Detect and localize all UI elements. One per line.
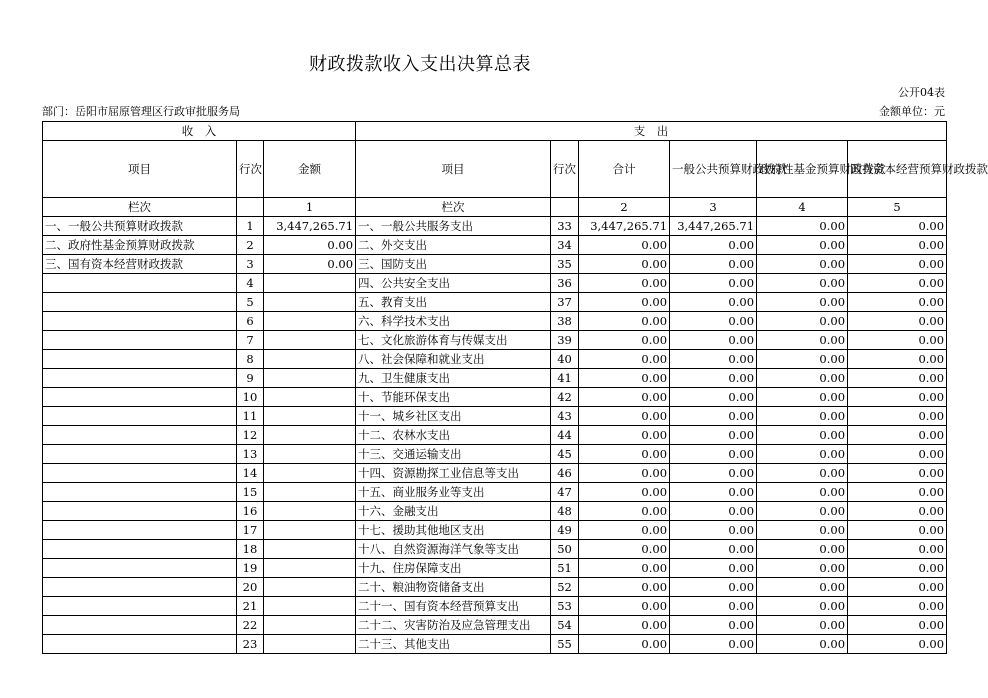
total-cell: 0.00 [579, 483, 670, 502]
table-row [43, 597, 947, 616]
expense-rowno-cell: 40 [551, 350, 579, 369]
gov-fund-cell: 0.00 [757, 445, 848, 464]
income-rowno-cell: 3 [237, 255, 264, 274]
expense-item-cell: 六、科学技术支出 [356, 312, 551, 331]
income-amount-cell [264, 521, 356, 540]
state-capital-cell: 0.00 [848, 293, 947, 312]
general-budget-cell: 0.00 [670, 350, 757, 369]
income-rowno-cell: 13 [237, 445, 264, 464]
gov-fund-cell: 0.00 [757, 502, 848, 521]
total-cell: 0.00 [579, 540, 670, 559]
table-row [43, 426, 947, 445]
table-row [43, 502, 947, 521]
general-budget-cell: 0.00 [670, 464, 757, 483]
table-row [43, 331, 947, 350]
col-num-4: 4 [757, 198, 848, 217]
table-row [43, 540, 947, 559]
total-cell: 0.00 [579, 350, 670, 369]
general-budget-cell: 0.00 [670, 502, 757, 521]
column-number-row [43, 198, 947, 217]
col-num-blank [237, 198, 264, 217]
income-item-cell [43, 293, 237, 312]
col-num-3: 3 [670, 198, 757, 217]
income-amount-cell [264, 331, 356, 350]
income-item-cell [43, 502, 237, 521]
income-amount-cell [264, 312, 356, 331]
expense-rowno-cell: 36 [551, 274, 579, 293]
table-row [43, 521, 947, 540]
expense-rowno-cell: 33 [551, 217, 579, 236]
gov-fund-cell: 0.00 [757, 578, 848, 597]
income-amount-cell [264, 388, 356, 407]
income-rowno-cell: 2 [237, 236, 264, 255]
gov-fund-cell: 0.00 [757, 293, 848, 312]
gov-fund-header: 政府性基金预算财政拨款 [757, 141, 848, 198]
table-row [43, 578, 947, 597]
expense-rowno-cell: 48 [551, 502, 579, 521]
table-row [43, 464, 947, 483]
general-budget-cell: 0.00 [670, 255, 757, 274]
income-rowno-cell: 5 [237, 293, 264, 312]
total-cell: 0.00 [579, 388, 670, 407]
summary-table [42, 121, 988, 654]
income-item-cell: 三、国有资本经营财政拨款 [43, 255, 237, 274]
expense-item-cell: 三、国防支出 [356, 255, 551, 274]
column-header-row [43, 141, 947, 198]
state-capital-cell: 0.00 [848, 369, 947, 388]
expense-item-cell: 十三、交通运输支出 [356, 445, 551, 464]
expense-rowno-cell: 35 [551, 255, 579, 274]
general-budget-cell: 0.00 [670, 369, 757, 388]
income-rowno-cell: 17 [237, 521, 264, 540]
income-item-cell [43, 597, 237, 616]
gov-fund-cell: 0.00 [757, 464, 848, 483]
income-amount-cell [264, 616, 356, 635]
gov-fund-cell: 0.00 [757, 369, 848, 388]
state-capital-cell: 0.00 [848, 559, 947, 578]
income-item-header: 项目 [43, 141, 237, 198]
gov-fund-cell: 0.00 [757, 540, 848, 559]
income-item-cell [43, 559, 237, 578]
income-amount-cell [264, 407, 356, 426]
expense-rowno-cell: 50 [551, 540, 579, 559]
income-rowno-cell: 1 [237, 217, 264, 236]
income-amount-header: 金额 [264, 141, 356, 198]
general-budget-cell: 0.00 [670, 483, 757, 502]
income-rowno-cell: 14 [237, 464, 264, 483]
income-rowno-cell: 10 [237, 388, 264, 407]
total-cell: 0.00 [579, 293, 670, 312]
expense-item-cell: 十七、援助其他地区支出 [356, 521, 551, 540]
income-item-cell [43, 369, 237, 388]
gov-fund-cell: 0.00 [757, 217, 848, 236]
state-capital-cell: 0.00 [848, 350, 947, 369]
expense-item-cell: 十九、住房保障支出 [356, 559, 551, 578]
state-capital-cell: 0.00 [848, 483, 947, 502]
income-rowno-cell: 23 [237, 635, 264, 654]
gov-fund-cell: 0.00 [757, 350, 848, 369]
state-capital-cell: 0.00 [848, 236, 947, 255]
gov-fund-cell: 0.00 [757, 236, 848, 255]
gov-fund-cell: 0.00 [757, 559, 848, 578]
expense-item-cell: 五、教育支出 [356, 293, 551, 312]
income-rowno-cell: 19 [237, 559, 264, 578]
income-rowno-cell: 8 [237, 350, 264, 369]
expense-rowno-cell: 55 [551, 635, 579, 654]
general-budget-cell: 0.00 [670, 521, 757, 540]
income-amount-cell [264, 597, 356, 616]
gov-fund-cell: 0.00 [757, 388, 848, 407]
table-row [43, 388, 947, 407]
total-cell: 0.00 [579, 369, 670, 388]
table-row [43, 236, 947, 255]
expense-item-cell: 十八、自然资源海洋气象等支出 [356, 540, 551, 559]
general-budget-cell: 3,447,265.71 [670, 217, 757, 236]
state-capital-header: 国有资本经营预算财政拨款 [848, 141, 947, 198]
total-cell: 0.00 [579, 236, 670, 255]
state-capital-cell: 0.00 [848, 540, 947, 559]
expense-rowno-cell: 54 [551, 616, 579, 635]
income-item-cell: 一、一般公共预算财政拨款 [43, 217, 237, 236]
income-item-cell [43, 312, 237, 331]
income-rowno-cell: 21 [237, 597, 264, 616]
expense-rowno-cell: 46 [551, 464, 579, 483]
income-amount-cell [264, 426, 356, 445]
gov-fund-cell: 0.00 [757, 274, 848, 293]
total-cell: 0.00 [579, 445, 670, 464]
expense-rowno-cell: 47 [551, 483, 579, 502]
form-number: 公开04表 [898, 86, 945, 99]
col-num-blank [551, 198, 579, 217]
table-row [43, 255, 947, 274]
col-num-5: 5 [848, 198, 947, 217]
expense-rowno-cell: 39 [551, 331, 579, 350]
income-rowno-cell: 6 [237, 312, 264, 331]
income-amount-cell [264, 445, 356, 464]
state-capital-cell: 0.00 [848, 217, 947, 236]
state-capital-cell: 0.00 [848, 274, 947, 293]
table-row [43, 293, 947, 312]
income-item-cell [43, 388, 237, 407]
total-cell: 0.00 [579, 616, 670, 635]
state-capital-cell: 0.00 [848, 331, 947, 350]
page-title: 财政拨款收入支出决算总表 [309, 54, 531, 75]
expense-rowno-cell: 38 [551, 312, 579, 331]
general-budget-cell: 0.00 [670, 388, 757, 407]
table-row [43, 369, 947, 388]
expense-rowno-header: 行次 [551, 141, 579, 198]
income-item-cell [43, 521, 237, 540]
general-budget-cell: 0.00 [670, 540, 757, 559]
income-rowno-cell: 12 [237, 426, 264, 445]
expense-item-cell: 二、外交支出 [356, 236, 551, 255]
gov-fund-cell: 0.00 [757, 635, 848, 654]
income-rowno-cell: 4 [237, 274, 264, 293]
general-budget-cell: 0.00 [670, 331, 757, 350]
general-budget-cell: 0.00 [670, 236, 757, 255]
expense-item-header: 项目 [356, 141, 551, 198]
total-cell: 0.00 [579, 559, 670, 578]
general-budget-header: 一般公共预算财政拨款 [670, 141, 757, 198]
expense-rowno-cell: 53 [551, 597, 579, 616]
income-item-cell [43, 464, 237, 483]
total-cell: 3,447,265.71 [579, 217, 670, 236]
state-capital-cell: 0.00 [848, 464, 947, 483]
expense-item-cell: 二十一、国有资本经营预算支出 [356, 597, 551, 616]
gov-fund-cell: 0.00 [757, 521, 848, 540]
total-cell: 0.00 [579, 464, 670, 483]
expense-rowno-cell: 45 [551, 445, 579, 464]
expense-item-cell: 二十二、灾害防治及应急管理支出 [356, 616, 551, 635]
col-num-1: 1 [264, 198, 356, 217]
state-capital-cell: 0.00 [848, 255, 947, 274]
income-item-cell [43, 426, 237, 445]
expense-rowno-cell: 37 [551, 293, 579, 312]
total-cell: 0.00 [579, 521, 670, 540]
income-rowno-header: 行次 [237, 141, 264, 198]
unit-label: 金额单位：元 [879, 105, 945, 118]
general-budget-cell: 0.00 [670, 559, 757, 578]
income-rowno-cell: 18 [237, 540, 264, 559]
general-budget-cell: 0.00 [670, 312, 757, 331]
income-item-cell [43, 635, 237, 654]
income-amount-cell [264, 559, 356, 578]
expense-item-cell: 八、社会保障和就业支出 [356, 350, 551, 369]
expense-rowno-cell: 44 [551, 426, 579, 445]
gov-fund-cell: 0.00 [757, 597, 848, 616]
expense-rowno-cell: 41 [551, 369, 579, 388]
state-capital-cell: 0.00 [848, 578, 947, 597]
total-cell: 0.00 [579, 274, 670, 293]
income-amount-cell [264, 540, 356, 559]
table-row [43, 217, 947, 236]
expense-rowno-cell: 34 [551, 236, 579, 255]
total-cell: 0.00 [579, 331, 670, 350]
table-row [43, 616, 947, 635]
total-cell: 0.00 [579, 312, 670, 331]
expense-item-cell: 十五、商业服务业等支出 [356, 483, 551, 502]
general-budget-cell: 0.00 [670, 578, 757, 597]
expense-item-cell: 九、卫生健康支出 [356, 369, 551, 388]
state-capital-cell: 0.00 [848, 388, 947, 407]
table-row [43, 350, 947, 369]
income-amount-cell: 3,447,265.71 [264, 217, 356, 236]
expense-rowno-cell: 51 [551, 559, 579, 578]
income-rowno-cell: 20 [237, 578, 264, 597]
gov-fund-cell: 0.00 [757, 407, 848, 426]
income-item-cell [43, 274, 237, 293]
state-capital-cell: 0.00 [848, 426, 947, 445]
total-cell: 0.00 [579, 578, 670, 597]
income-amount-cell [264, 635, 356, 654]
gov-fund-cell: 0.00 [757, 331, 848, 350]
income-amount-cell [264, 578, 356, 597]
expense-item-cell: 四、公共安全支出 [356, 274, 551, 293]
col-label-expense: 栏次 [356, 198, 551, 217]
state-capital-cell: 0.00 [848, 407, 947, 426]
income-amount-cell [264, 483, 356, 502]
state-capital-cell: 0.00 [848, 635, 947, 654]
income-amount-cell [264, 464, 356, 483]
income-amount-cell: 0.00 [264, 236, 356, 255]
income-item-cell [43, 350, 237, 369]
section-header-row [43, 122, 947, 141]
expense-item-cell: 十六、金融支出 [356, 502, 551, 521]
income-amount-cell [264, 293, 356, 312]
table-row [43, 483, 947, 502]
income-item-cell [43, 445, 237, 464]
income-item-cell: 二、政府性基金预算财政拨款 [43, 236, 237, 255]
income-rowno-cell: 9 [237, 369, 264, 388]
income-amount-cell [264, 369, 356, 388]
expense-item-cell: 十、节能环保支出 [356, 388, 551, 407]
expense-item-cell: 十四、资源勘探工业信息等支出 [356, 464, 551, 483]
table-row [43, 407, 947, 426]
state-capital-cell: 0.00 [848, 312, 947, 331]
table-row [43, 635, 947, 654]
expense-rowno-cell: 52 [551, 578, 579, 597]
expense-rowno-cell: 43 [551, 407, 579, 426]
income-item-cell [43, 331, 237, 350]
income-item-cell [43, 407, 237, 426]
expense-item-cell: 十一、城乡社区支出 [356, 407, 551, 426]
general-budget-cell: 0.00 [670, 445, 757, 464]
total-cell: 0.00 [579, 502, 670, 521]
expense-item-cell: 十二、农林水支出 [356, 426, 551, 445]
gov-fund-cell: 0.00 [757, 616, 848, 635]
state-capital-cell: 0.00 [848, 502, 947, 521]
income-amount-cell [264, 350, 356, 369]
income-item-cell [43, 483, 237, 502]
total-header: 合计 [579, 141, 670, 198]
department-label: 部门：岳阳市屈原管理区行政审批服务局 [42, 105, 240, 118]
income-amount-cell: 0.00 [264, 255, 356, 274]
table-row [43, 559, 947, 578]
total-cell: 0.00 [579, 635, 670, 654]
general-budget-cell: 0.00 [670, 616, 757, 635]
income-item-cell [43, 616, 237, 635]
expense-item-cell: 七、文化旅游体育与传媒支出 [356, 331, 551, 350]
general-budget-cell: 0.00 [670, 293, 757, 312]
general-budget-cell: 0.00 [670, 426, 757, 445]
total-cell: 0.00 [579, 255, 670, 274]
gov-fund-cell: 0.00 [757, 426, 848, 445]
expense-header: 支 出 [356, 122, 947, 141]
total-cell: 0.00 [579, 597, 670, 616]
state-capital-cell: 0.00 [848, 521, 947, 540]
table-row [43, 274, 947, 293]
expense-rowno-cell: 42 [551, 388, 579, 407]
col-num-2: 2 [579, 198, 670, 217]
general-budget-cell: 0.00 [670, 597, 757, 616]
total-cell: 0.00 [579, 407, 670, 426]
income-rowno-cell: 15 [237, 483, 264, 502]
table-row [43, 312, 947, 331]
income-amount-cell [264, 502, 356, 521]
income-rowno-cell: 16 [237, 502, 264, 521]
expense-item-cell: 二十、粮油物资储备支出 [356, 578, 551, 597]
gov-fund-cell: 0.00 [757, 255, 848, 274]
expense-item-cell: 二十三、其他支出 [356, 635, 551, 654]
col-label-income: 栏次 [43, 198, 237, 217]
general-budget-cell: 0.00 [670, 407, 757, 426]
income-item-cell [43, 578, 237, 597]
expense-item-cell: 一、一般公共服务支出 [356, 217, 551, 236]
gov-fund-cell: 0.00 [757, 483, 848, 502]
state-capital-cell: 0.00 [848, 616, 947, 635]
state-capital-cell: 0.00 [848, 445, 947, 464]
income-item-cell [43, 540, 237, 559]
income-amount-cell [264, 274, 356, 293]
income-rowno-cell: 7 [237, 331, 264, 350]
gov-fund-cell: 0.00 [757, 312, 848, 331]
general-budget-cell: 0.00 [670, 635, 757, 654]
income-rowno-cell: 22 [237, 616, 264, 635]
expense-rowno-cell: 49 [551, 521, 579, 540]
total-cell: 0.00 [579, 426, 670, 445]
state-capital-cell: 0.00 [848, 597, 947, 616]
income-header: 收 入 [43, 122, 356, 141]
income-rowno-cell: 11 [237, 407, 264, 426]
general-budget-cell: 0.00 [670, 274, 757, 293]
table-row [43, 445, 947, 464]
